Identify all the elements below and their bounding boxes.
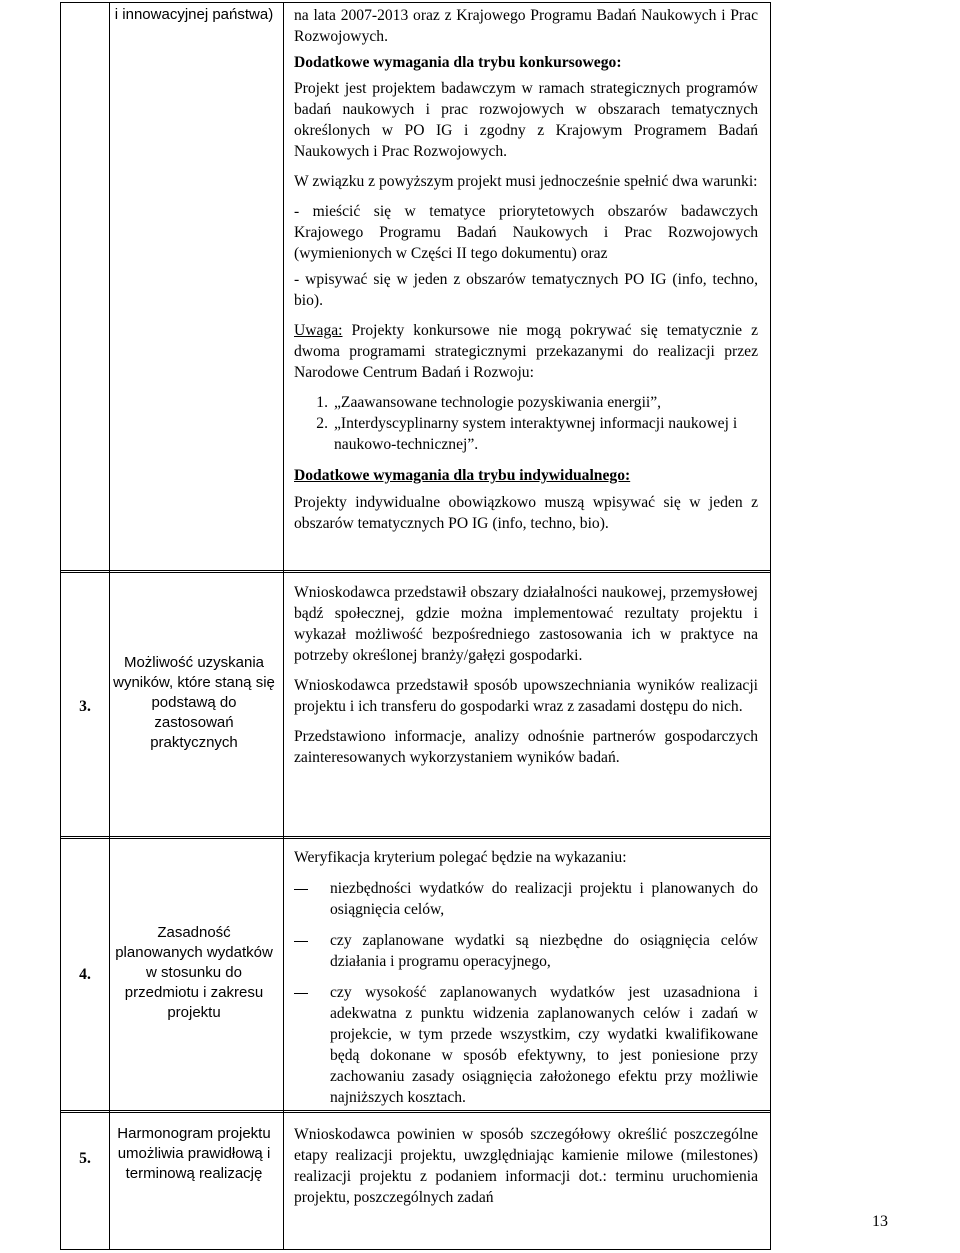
dash-bullet bbox=[294, 982, 330, 1108]
individual-requirements-heading: Dodatkowe wymagania dla trybu indywidualnego: bbox=[294, 467, 631, 484]
list-item-number: 2. bbox=[316, 415, 328, 432]
paragraph: Przedstawiono informacje, analizy odnośnie partnerów gospodarczych zainteresowanych wykorzystaniem wyników badań. bbox=[294, 728, 758, 766]
dash-bullet bbox=[294, 878, 330, 920]
uwaga-label: Uwaga: bbox=[294, 322, 343, 339]
row-number: 4. bbox=[79, 966, 91, 983]
table-column-divider-2 bbox=[283, 2, 284, 1250]
content-cell bbox=[294, 847, 758, 1118]
criterion-cell-continued bbox=[112, 5, 276, 25]
row-divider-3 bbox=[60, 836, 771, 837]
paragraph: Wnioskodawca przedstawił sposób upowszechniania wyników realizacji projektu i ich transferu do gospodarki wraz z zasadami dostępu do nich. bbox=[294, 677, 758, 715]
content-cell bbox=[294, 1124, 758, 1248]
list-item-text: „Interdyscyplinarny system interaktywnej informacji naukowej i naukowo-technicznej”. bbox=[334, 415, 738, 453]
row-divider-4 bbox=[60, 838, 771, 839]
list-item-text: czy zaplanowane wydatki są niezbędne do osiągnięcia celów działania i programu operacyjnego, bbox=[330, 932, 758, 970]
list-item-text: niezbędności wydatków do realizacji projektu i planowanych do osiągnięcia celów, bbox=[330, 880, 758, 918]
table-border-left bbox=[60, 2, 61, 1250]
competitive-requirements-heading: Dodatkowe wymagania dla trybu konkursowego: bbox=[294, 54, 622, 71]
uwaga-text: Projekty konkursowe nie mogą pokrywać się tematycznie z dwoma programami strategicznymi przekazanymi do realizacji przez Narodowe Centrum Badań i Rozwoju: bbox=[294, 322, 758, 381]
list-item-number: 1. bbox=[316, 394, 328, 411]
list-item bbox=[294, 930, 758, 972]
list-item bbox=[294, 413, 758, 455]
paragraph: - wpisywać się w jeden z obszarów tematycznych PO IG (info, techno, bio). bbox=[294, 271, 758, 309]
paragraph: - mieścić się w tematyce priorytetowych obszarów badawczych Krajowego Programu Badań Naukowych i Prac Rozwojowych (wymienionych w Części II tego dokumentu) oraz bbox=[294, 203, 758, 262]
table-border-bottom bbox=[60, 1249, 771, 1250]
list-item bbox=[294, 878, 758, 920]
paragraph: Projekt jest projektem badawczym w ramach strategicznych programów badań naukowych i prac rozwojowych w obszarach tematycznych określonych w PO IG i zgodny z Krajowym Programem Badań Naukowych i Prac Rozwojowych. bbox=[294, 80, 758, 160]
row-number: 5. bbox=[79, 1150, 91, 1167]
paragraph: Wnioskodawca powinien w sposób szczegółowy określić poszczególne etapy realizacji projektu, uwzględniając kamienie milowe (milestones) realizacji projektu z podaniem informacji dot.: terminu uruchomienia projektu, poszczególnych zadań bbox=[294, 1126, 758, 1206]
content-cell bbox=[294, 582, 758, 777]
table-column-divider-1 bbox=[109, 2, 110, 1250]
criterion-cell bbox=[112, 923, 276, 1023]
content-cell-continued bbox=[294, 5, 758, 543]
programs-list bbox=[294, 392, 758, 455]
criterion-cell bbox=[112, 653, 276, 753]
criterion-text: Możliwość uzyskania wyników, które staną się podstawą do zastosowań praktycznych bbox=[113, 654, 275, 751]
table-border-top bbox=[60, 2, 771, 3]
table-border-right bbox=[770, 2, 771, 1250]
verification-intro: Weryfikacja kryterium polegać będzie na wykazaniu: bbox=[294, 849, 627, 866]
paragraph: W związku z powyższym projekt musi jednocześnie spełnić dwa warunki: bbox=[294, 173, 758, 190]
row-number: 3. bbox=[79, 698, 91, 715]
paragraph: Projekty indywidualne obowiązkowo muszą wpisywać się w jeden z obszarów tematycznych PO IG (info, techno, bio). bbox=[294, 494, 758, 532]
list-item-text: „Zaawansowane technologie pozyskiwania energii”, bbox=[334, 394, 662, 411]
dash-bullet bbox=[294, 930, 330, 972]
criterion-text: Harmonogram projektu umożliwia prawidłową i terminową realizację bbox=[117, 1125, 271, 1182]
criterion-cell bbox=[112, 1124, 276, 1184]
criterion-text: Zasadność planowanych wydatków w stosunku do przedmiotu i zakresu projektu bbox=[115, 924, 273, 1021]
verification-list bbox=[294, 878, 758, 1108]
paragraph: Wnioskodawca przedstawił obszary działalności naukowej, przemysłowej bądź społecznej, gdzie można implementować rezultaty projektu i wykazał możliwość bezpośredniego zastosowania ich w praktyce na potrzeby określonej branży/gałęzi gospodarki. bbox=[294, 584, 758, 664]
row-divider-2 bbox=[60, 572, 771, 573]
uwaga-paragraph bbox=[294, 320, 758, 383]
list-item bbox=[294, 392, 758, 413]
paragraph: na lata 2007-2013 oraz z Krajowego Programu Badań Naukowych i Prac Rozwojowych. bbox=[294, 7, 758, 45]
list-item bbox=[294, 982, 758, 1108]
row-divider-1 bbox=[60, 570, 771, 571]
page-number: 13 bbox=[872, 1213, 888, 1230]
list-item-text: czy wysokość zaplanowanych wydatków jest uzasadniona i adekwatna z punktu widzenia zaplanowanych celów i zadań w projekcie, w tym przede wszystkim, czy wydatki kwalifikowane będą dokonane w sposób efektywny, to jest poniesione przy zachowaniu zasady osiągnięcia założonego efektu przy możliwie najniższych kosztach. bbox=[330, 984, 758, 1106]
criterion-text: i innowacyjnej państwa) bbox=[114, 6, 274, 23]
